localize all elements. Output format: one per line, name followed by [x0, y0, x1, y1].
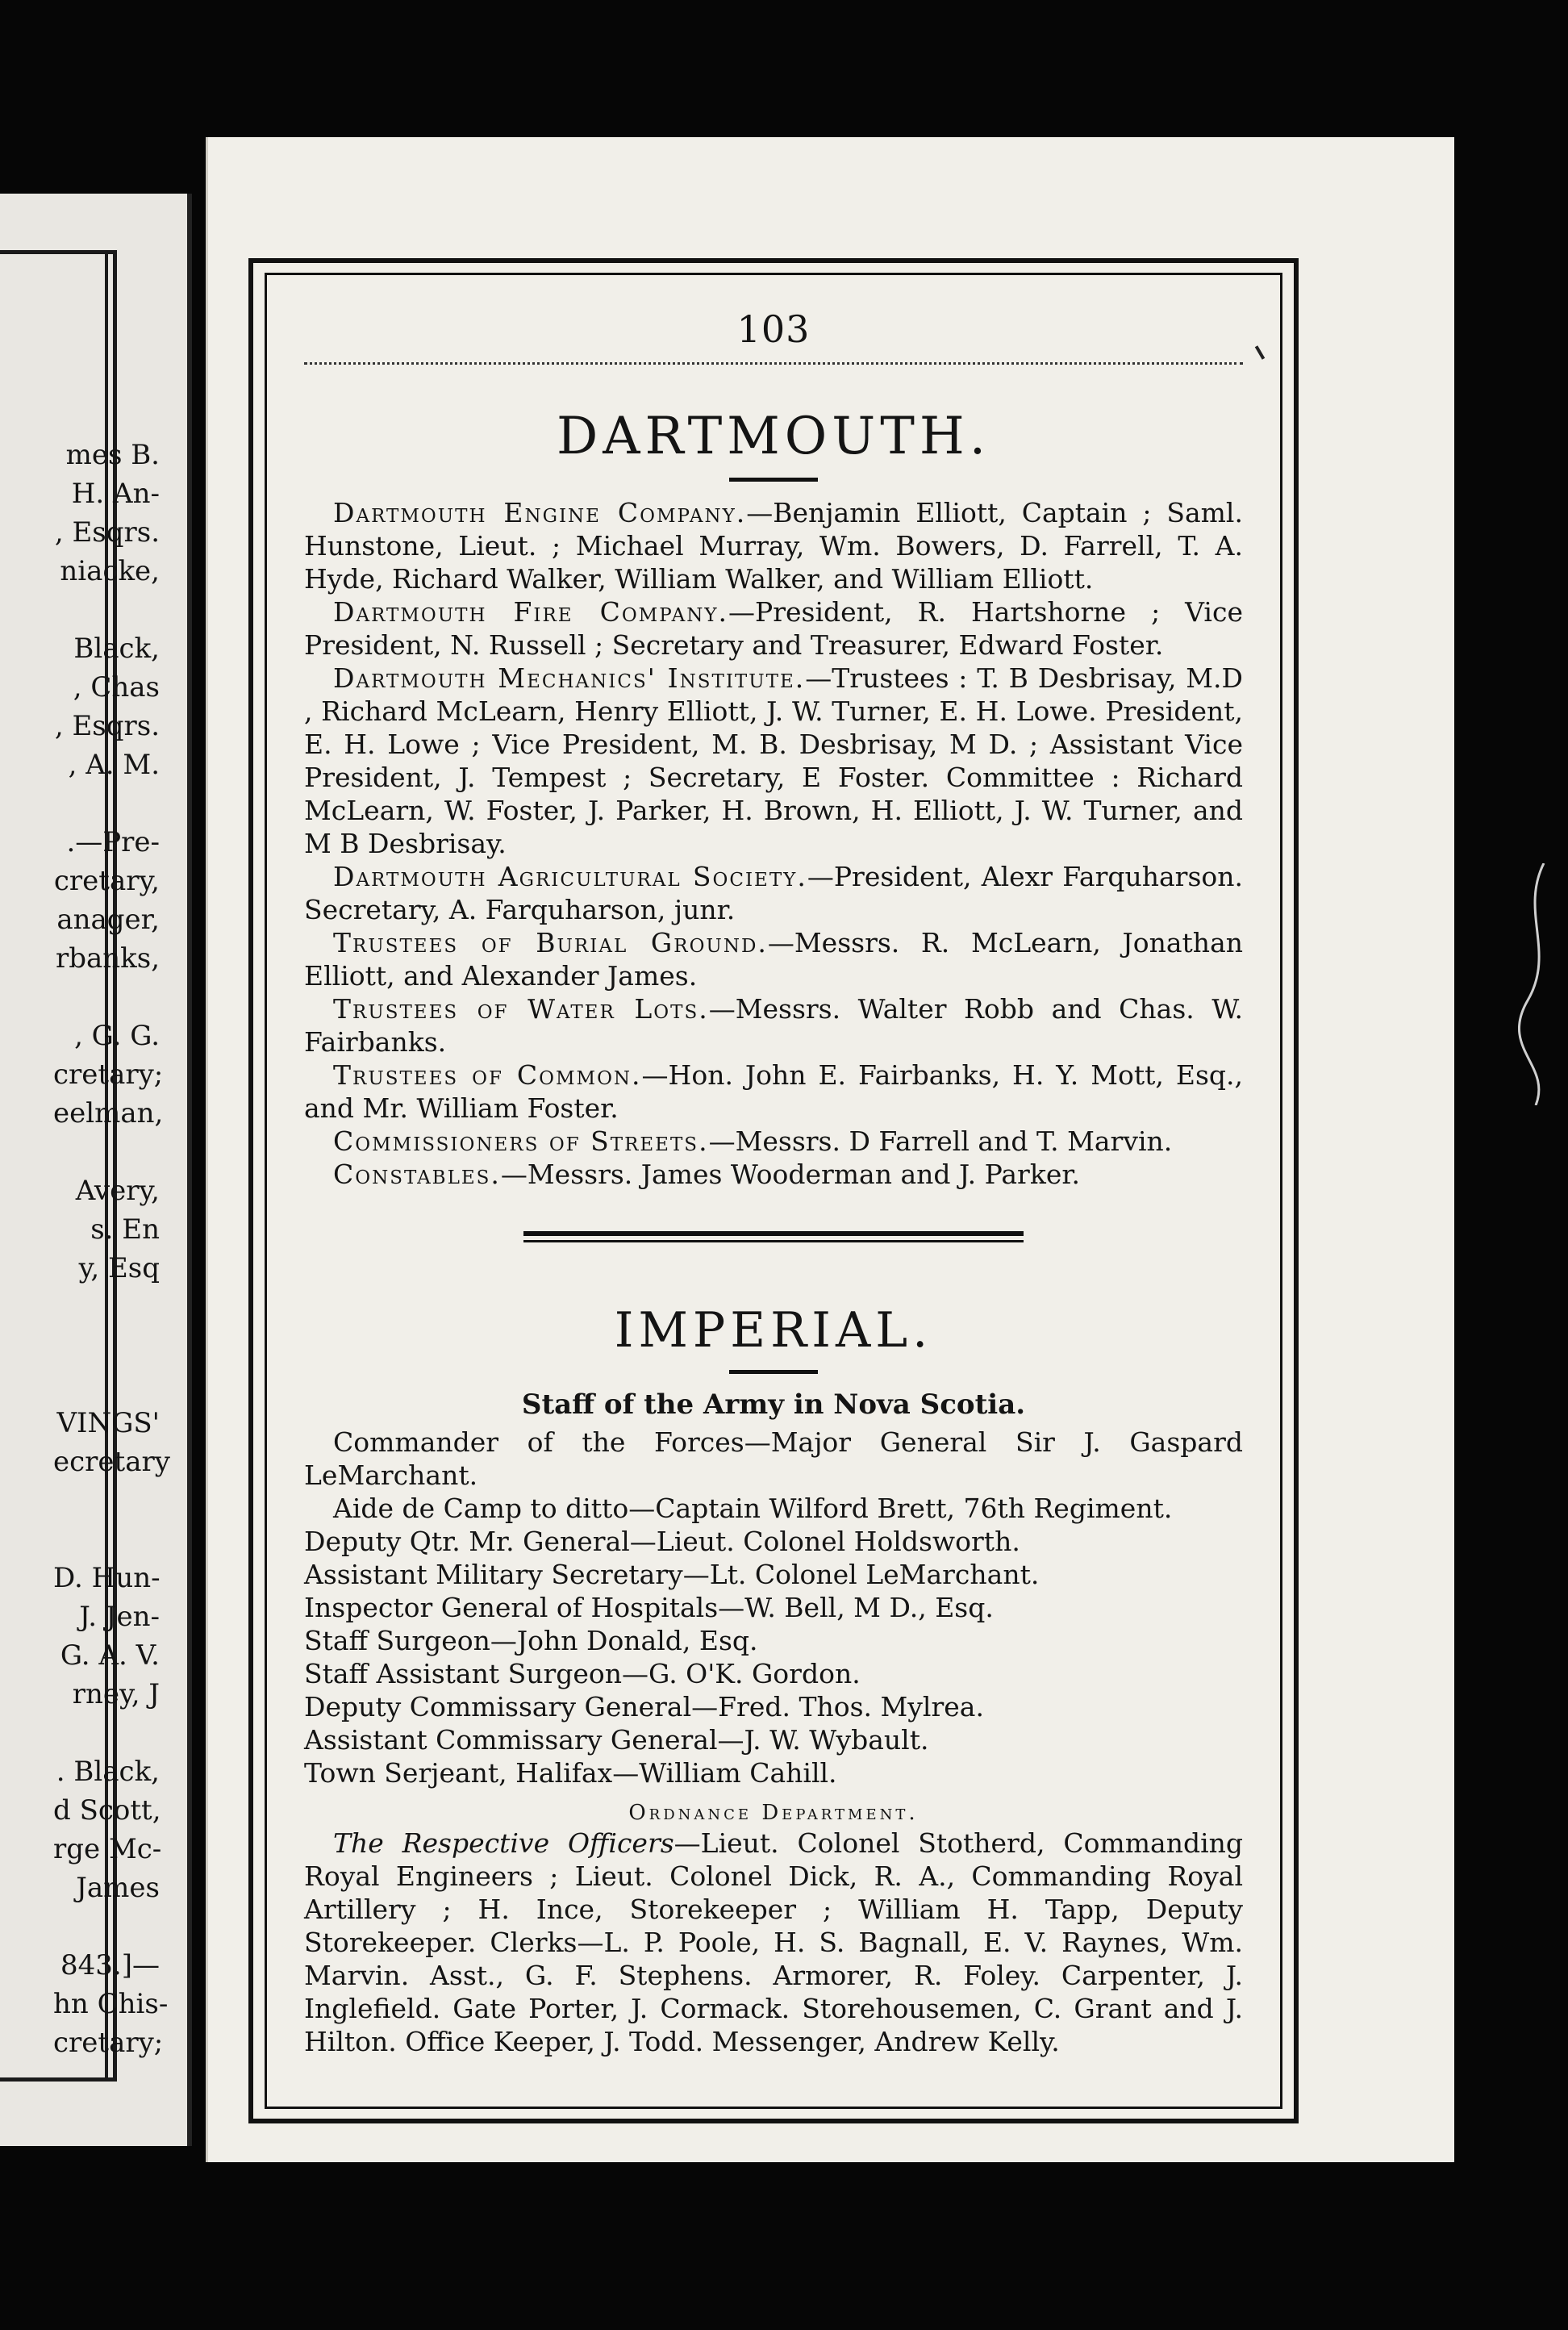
entry-heading: Dartmouth Fire Company.	[333, 596, 729, 628]
entry-heading: Commissioners of Streets.	[333, 1125, 709, 1157]
entry-heading: Constables.	[333, 1159, 501, 1190]
entry-heading: Trustees of Water Lots.	[333, 993, 709, 1025]
left-line: hn Chis-	[53, 1988, 169, 2020]
left-line: . Black,	[56, 1756, 160, 1788]
section-divider	[523, 1231, 1024, 1242]
staff-line: Commander of the Forces—Major General Sir J. Gaspard LeMarchant.	[304, 1426, 1243, 1491]
left-line: , A. M.	[68, 749, 160, 781]
subheading-army-staff: Staff of the Army in Nova Scotia.	[521, 1388, 1026, 1421]
left-line: James	[76, 1872, 160, 1904]
left-line	[53, 1326, 160, 1365]
left-line: eelman,	[53, 1097, 164, 1130]
entry-water-lots	[304, 992, 1243, 1059]
entry-text: —Messrs. James Wooderman and J. Parker.	[500, 1159, 1080, 1190]
entry-streets	[304, 1125, 1243, 1158]
left-line	[53, 1907, 160, 1946]
previous-page-text	[53, 436, 170, 2062]
left-line: y, Esq	[78, 1252, 160, 1284]
page-border-outer	[248, 258, 1299, 2123]
page-border-inner	[265, 273, 1282, 2109]
left-line	[53, 1133, 160, 1171]
title-underline	[729, 1370, 818, 1374]
book-page	[206, 137, 1454, 2162]
fibre-mark	[1512, 863, 1560, 1105]
left-line: .—Pre-	[66, 826, 160, 858]
entry-text: —Lieut. Colonel Stotherd, Commanding Royal Engineers ; Lieut. Colonel Dick, R. A., Commanding Royal Artillery ; H. Ince, Storekeeper ; William H. Tapp, Deputy Storekeeper. Clerks—L. P. Poole, H. S. Bagnall, E. V. Raynes, Wm. Marvin. Asst., G. F. Stephens. Armorer, R. Foley. Carpenter, J. Inglefield. Gate Porter, J. Cormack. Storehousemen, C. Grant and J. Hilton. Office Keeper, J. Todd. Messenger, Andrew Kelly.	[304, 1827, 1243, 2057]
left-line: , Chas	[73, 671, 160, 704]
left-line: H. An-	[71, 478, 160, 510]
entry-text: —Messrs. Walter Robb and Chas. W. Fairbanks.	[304, 993, 1243, 1058]
left-line: cretary;	[53, 2027, 164, 2059]
left-line: rbanks,	[55, 942, 160, 975]
entry-text: —Messrs. D Farrell and T. Marvin.	[708, 1125, 1173, 1157]
left-line: d Scott,	[53, 1794, 161, 1827]
page-number: 103	[736, 307, 811, 351]
left-line: anager,	[56, 904, 160, 936]
left-line: Black,	[73, 633, 160, 665]
entry-text: —President, Alexr Farquharson. Secretary, A. Farquharson, junr.	[304, 861, 1243, 925]
staff-line: Town Serjeant, Halifax—William Cahill.	[304, 1757, 837, 1789]
entry-heading: Dartmouth Agricultural Society.	[333, 861, 807, 892]
entry-ordnance-officers	[304, 1827, 1243, 2058]
left-line: J. Jen-	[79, 1601, 160, 1633]
staff-line: Deputy Qtr. Mr. General—Lieut. Colonel Holdsworth.	[304, 1526, 1020, 1557]
entry-common	[304, 1059, 1243, 1125]
left-line: cretary;	[53, 1059, 164, 1091]
entry-heading: Trustees of Common.	[333, 1059, 642, 1091]
entry-heading: The Respective Officers	[333, 1827, 674, 1859]
left-line	[53, 1481, 160, 1520]
entry-engine-company	[304, 496, 1243, 595]
left-line: 843.]—	[60, 1949, 160, 1981]
left-line: G. A. V.	[60, 1639, 160, 1672]
entry-heading: Trustees of Burial Ground.	[333, 927, 768, 958]
entry-constables	[304, 1158, 1243, 1191]
entry-text: —Hon. John E. Fairbanks, H. Y. Mott, Esq., and Mr. William Foster.	[304, 1059, 1243, 1124]
left-line: , Esqrs.	[54, 516, 160, 549]
entry-text: —President, R. Hartshorne ; Vice President, N. Russell ; Secretary and Treasurer, Edward Foster.	[304, 596, 1243, 661]
left-line	[53, 1288, 160, 1326]
entry-fire-company	[304, 595, 1243, 662]
entry-text: —Trustees : T. B Desbrisay, M.D , Richard McLearn, Henry Elliott, J. W. Turner, E. H. Lowe. President, E. H. Lowe ; Vice President, M. B. Desbrisay, M D. ; Assistant Vice President, J. Tempest ; Secretary, E Foster. Committee : Richard McLearn, W. Foster, J. Parker, H. Brown, H. Elliott, J. W. Turner, and M B Desbrisay.	[304, 662, 1243, 859]
left-line	[53, 1714, 160, 1752]
staff-line: Staff Surgeon—John Donald, Esq.	[304, 1625, 758, 1656]
entry-text: —Messrs. R. McLearn, Jonathan Elliott, and Alexander James.	[304, 927, 1243, 992]
title-underline	[729, 478, 818, 482]
staff-line: Aide de Camp to ditto—Captain Wilford Brett, 76th Regiment.	[333, 1493, 1173, 1524]
left-line: D. Hun-	[53, 1562, 161, 1594]
left-line: Avery,	[75, 1175, 160, 1207]
header-rule	[304, 362, 1243, 365]
left-line: rge Mc-	[53, 1833, 162, 1865]
staff-line: Assistant Commissary General—J. W. Wybault.	[304, 1724, 929, 1756]
left-line: ecretary	[53, 1446, 170, 1478]
left-line: , G. G.	[74, 1020, 160, 1052]
previous-page-fragment	[0, 194, 192, 2146]
section-title-dartmouth: DARTMOUTH.	[556, 407, 991, 466]
left-line	[53, 1365, 160, 1404]
left-line: mes B.	[65, 439, 160, 471]
left-line	[53, 591, 160, 629]
entry-burial-ground	[304, 926, 1243, 992]
left-line: niacke,	[60, 555, 160, 587]
staff-line: Assistant Military Secretary—Lt. Colonel LeMarchant.	[304, 1559, 1040, 1590]
subheading-ordnance: Ordnance Department.	[628, 1801, 919, 1825]
entry-mechanics-institute	[304, 662, 1243, 860]
left-line	[53, 1520, 160, 1559]
left-line	[53, 784, 160, 823]
left-line: , Esqrs.	[54, 710, 160, 742]
section-title-imperial: IMPERIAL.	[614, 1302, 933, 1359]
left-line: cretary,	[53, 865, 160, 897]
entry-agricultural-society	[304, 860, 1243, 926]
staff-line: Deputy Commissary General—Fred. Thos. Mylrea.	[304, 1691, 984, 1722]
staff-line: Inspector General of Hospitals—W. Bell, M D., Esq.	[304, 1592, 994, 1623]
left-line: s. En	[90, 1213, 160, 1246]
left-line	[53, 978, 160, 1017]
left-line: rney, J	[72, 1678, 160, 1710]
left-line: VINGS'	[56, 1407, 160, 1439]
entry-text: —Benjamin Elliott, Captain ; Saml. Hunstone, Lieut. ; Michael Murray, Wm. Bowers, D. Farrell, T. A. Hyde, Richard Walker, William Walker, and William Elliott.	[304, 497, 1243, 595]
entry-heading: Dartmouth Mechanics' Institute.	[333, 662, 806, 694]
entry-heading: Dartmouth Engine Company.	[333, 497, 747, 528]
staff-line: Staff Assistant Surgeon—G. O'K. Gordon.	[304, 1658, 861, 1689]
